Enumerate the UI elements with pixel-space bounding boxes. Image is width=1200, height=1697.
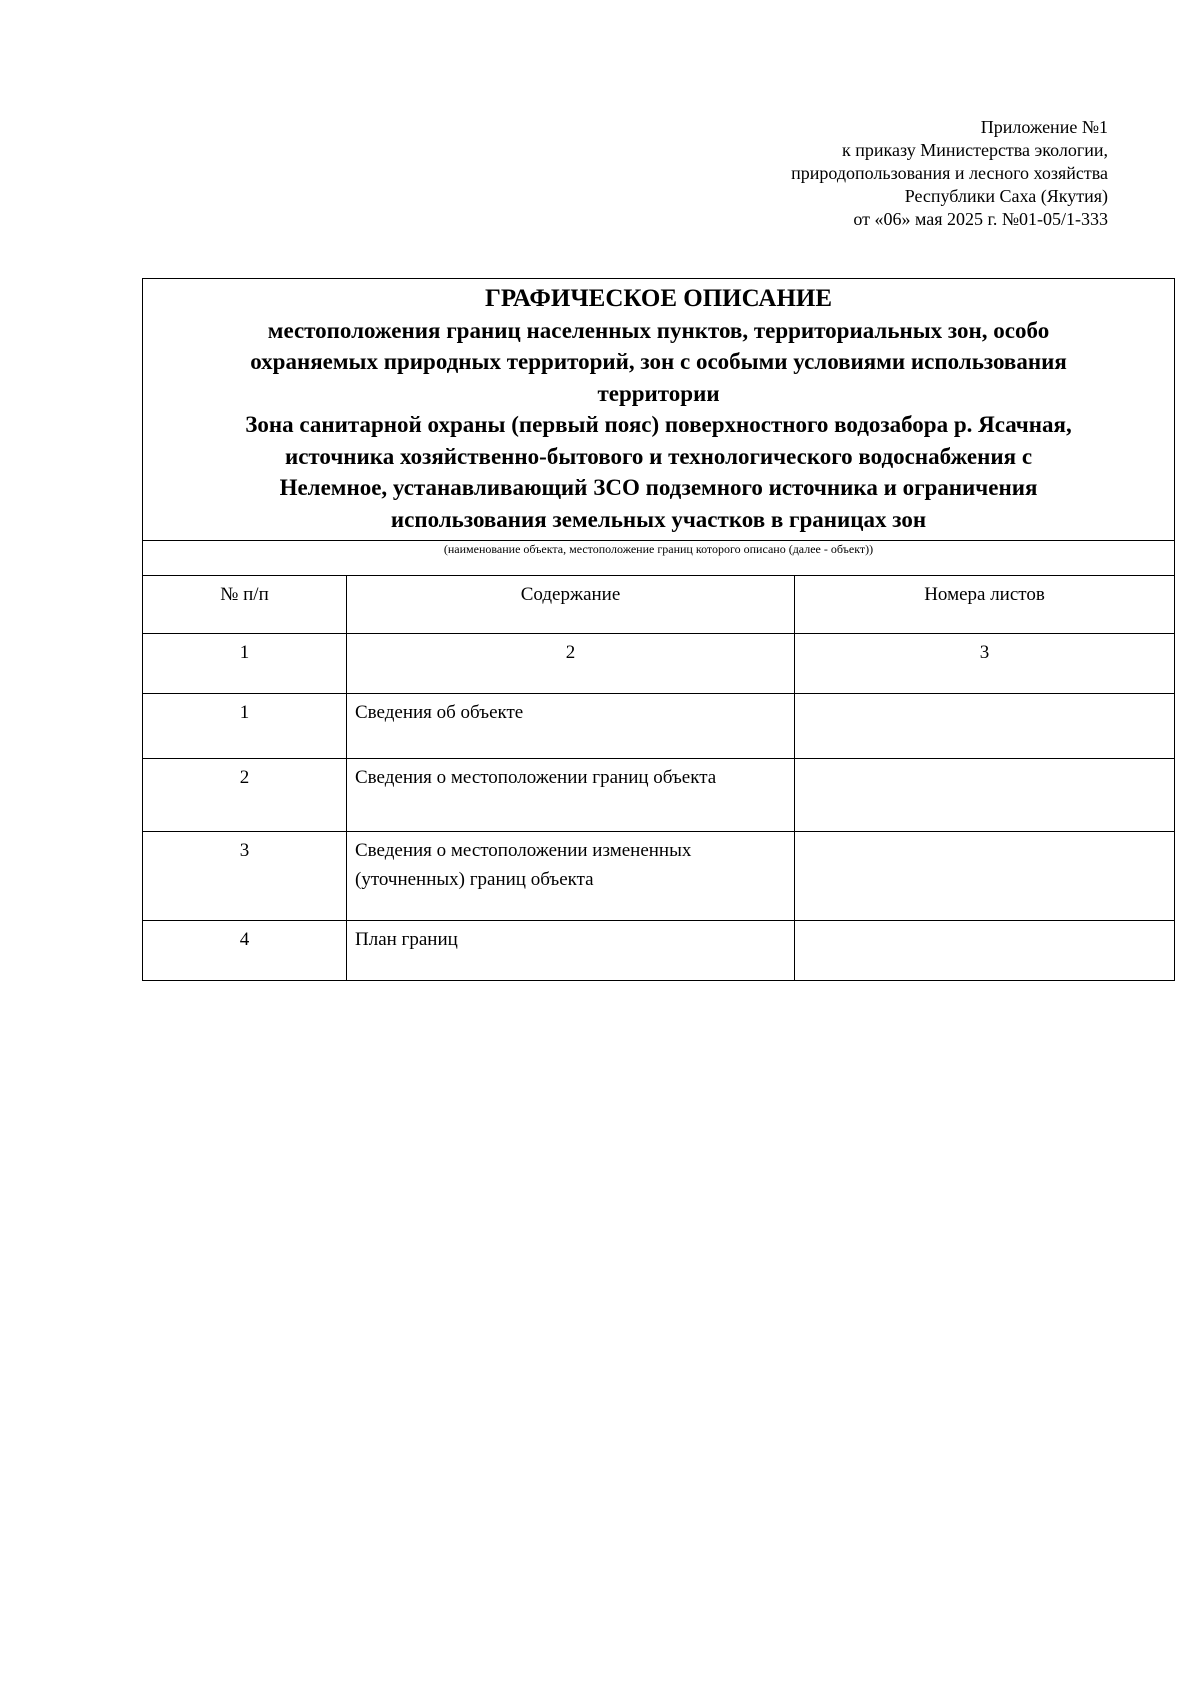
row-sheets [795,694,1175,759]
table-row [143,832,1175,921]
row-content [347,921,795,981]
row-content [347,832,795,921]
row-content-line: План границ [355,929,458,950]
title-line: охраняемых природных территорий, зон с особыми условиями использования [250,349,1067,374]
row-sheets [795,759,1175,832]
title-row [143,279,1175,541]
appendix-line: к приказу Министерства экологии, [841,140,1108,160]
header-row [143,576,1175,634]
title-line: Зона санитарной охраны (первый пояс) поверхностного водозабора р. Ясачная, [245,412,1072,437]
column-number-1: 1 [143,634,347,694]
title-line: территории [597,380,720,406]
title-line: источника хозяйственно-бытового и технологического водоснабжения с [284,443,1033,469]
table-row [143,759,1175,832]
appendix-line: от «06» мая 2025 г. №01-05/1-333 [853,209,1108,229]
header-sheets: Номера листов [795,576,1175,634]
header-number: № п/п [143,576,347,634]
row-number: 4 [143,921,347,981]
row-number: 2 [143,759,347,832]
title-block [143,279,1175,541]
title-line: Нелемное, устанавливающий ЗСО подземного источника и ограничения [279,475,1038,500]
title-line: использования земельных участков в границах зон [390,506,927,532]
column-number-3: 3 [795,634,1175,694]
row-content-line: Сведения о местоположении границ объекта [355,767,717,788]
document-title: ГРАФИЧЕСКОЕ ОПИСАНИЕ [484,285,833,312]
row-sheets [795,921,1175,981]
title-line: местоположения границ населенных пунктов, территориальных зон, особо [267,317,1050,343]
row-number: 1 [143,694,347,759]
appendix-header [791,116,1108,231]
header-content: Содержание [347,576,795,634]
row-content-line: (уточненных) границ объекта [355,869,594,890]
row-content [347,694,795,759]
table-row [143,694,1175,759]
appendix-line: Приложение №1 [980,117,1108,137]
appendix-line: Республики Саха (Якутия) [904,186,1108,206]
column-numbers-row [143,634,1175,694]
row-sheets [795,832,1175,921]
document-table [142,278,1175,981]
row-number: 3 [143,832,347,921]
caption-row [143,541,1175,576]
object-caption: (наименование объекта, местоположение границ которого описано (далее - объект)) [143,541,1175,576]
table-row [143,921,1175,981]
row-content-line: Сведения о местоположении измененных [355,840,692,861]
row-content [347,759,795,832]
appendix-line: природопользования и лесного хозяйства [791,163,1108,183]
column-number-2: 2 [347,634,795,694]
row-content-line: Сведения об объекте [355,702,524,723]
